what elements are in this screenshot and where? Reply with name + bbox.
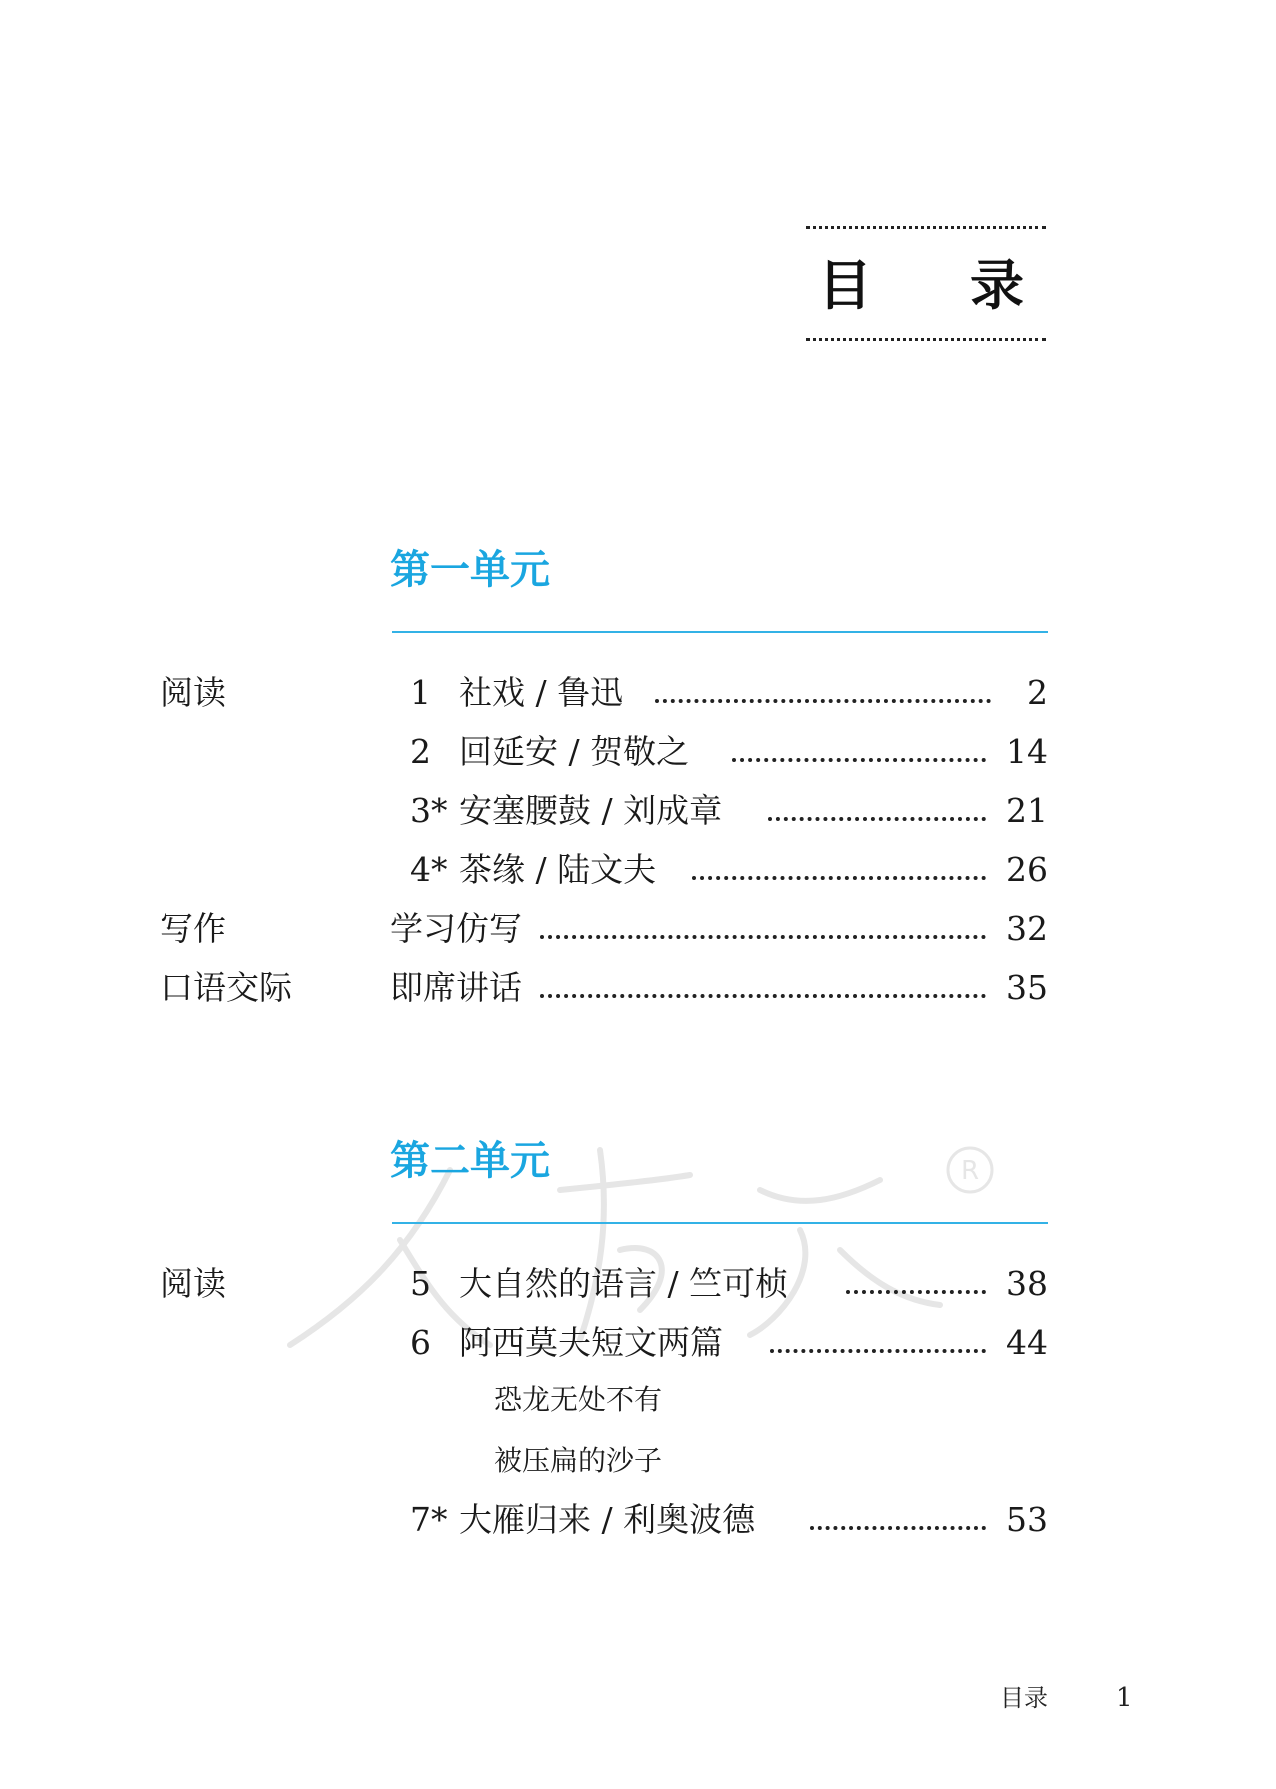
toc-row[interactable] — [0, 727, 1276, 777]
svg-text:R: R — [960, 1156, 980, 1186]
title-bottom-dotted-rule — [806, 338, 1046, 341]
toc-row[interactable] — [0, 845, 1276, 895]
footer-page-number: 1 — [1116, 1683, 1133, 1713]
page-number: 35 — [1006, 968, 1048, 1007]
lesson-title[interactable]: 安塞腰鼓 / 刘成章 — [459, 791, 723, 830]
dot-leader — [692, 876, 986, 880]
dot-leader — [770, 1349, 986, 1353]
page-title-char-2: 录 — [970, 254, 1024, 317]
category-label: 阅读 — [160, 1264, 226, 1303]
lesson-title[interactable]: 即席讲话 — [390, 968, 522, 1007]
page-title-char-1: 目 — [818, 254, 872, 317]
lesson-number: 3* — [410, 791, 448, 830]
toc-row[interactable] — [0, 1495, 1276, 1545]
unit-rule-1 — [392, 631, 1048, 633]
page-number: 14 — [1006, 732, 1048, 771]
lesson-number: 7* — [410, 1500, 448, 1539]
lesson-number: 1 — [410, 673, 431, 712]
unit-heading-2: 第二单元 — [390, 1138, 550, 1184]
page-number: 32 — [1006, 909, 1048, 948]
footer-section-label: 目录 — [1000, 1684, 1048, 1712]
lesson-number: 5 — [410, 1264, 431, 1303]
page-number: 44 — [1006, 1323, 1048, 1362]
lesson-number: 2 — [410, 732, 431, 771]
category-label: 写作 — [160, 909, 226, 948]
toc-row[interactable] — [0, 963, 1276, 1013]
toc-row[interactable] — [0, 1318, 1276, 1368]
dot-leader — [540, 994, 986, 998]
dot-leader — [655, 699, 991, 703]
lesson-title[interactable]: 回延安 / 贺敬之 — [459, 732, 690, 771]
lesson-title[interactable]: 大自然的语言 / 竺可桢 — [459, 1264, 789, 1303]
lesson-title[interactable]: 社戏 / 鲁迅 — [459, 673, 624, 712]
toc-title-block — [806, 226, 1046, 346]
dot-leader — [768, 817, 986, 821]
unit-heading-1: 第一单元 — [390, 547, 550, 593]
category-label: 口语交际 — [160, 968, 292, 1007]
category-label: 阅读 — [160, 673, 226, 712]
lesson-title[interactable]: 阿西莫夫短文两篇 — [459, 1323, 723, 1362]
lesson-title[interactable]: 学习仿写 — [390, 909, 522, 948]
sub-item-title[interactable]: 被压扁的沙子 — [494, 1444, 663, 1477]
dot-leader — [540, 935, 986, 939]
lesson-number: 6 — [410, 1323, 431, 1362]
page-number: 2 — [1027, 673, 1048, 712]
page-number: 26 — [1006, 850, 1048, 889]
page-number: 38 — [1006, 1264, 1048, 1303]
lesson-title[interactable]: 茶缘 / 陆文夫 — [459, 850, 657, 889]
toc-row[interactable] — [0, 668, 1276, 718]
sub-item-title[interactable]: 恐龙无处不有 — [494, 1383, 663, 1416]
unit-rule-2 — [392, 1222, 1048, 1224]
lesson-title[interactable]: 大雁归来 / 利奥波德 — [459, 1500, 756, 1539]
lesson-number: 4* — [410, 850, 448, 889]
dot-leader — [810, 1526, 986, 1530]
dot-leader — [732, 758, 986, 762]
toc-row[interactable] — [0, 904, 1276, 954]
page-number: 21 — [1006, 791, 1048, 830]
dot-leader — [846, 1290, 986, 1294]
page-number: 53 — [1006, 1500, 1048, 1539]
toc-row[interactable] — [0, 786, 1276, 836]
title-top-dotted-rule — [806, 226, 1046, 229]
toc-row[interactable] — [0, 1259, 1276, 1309]
